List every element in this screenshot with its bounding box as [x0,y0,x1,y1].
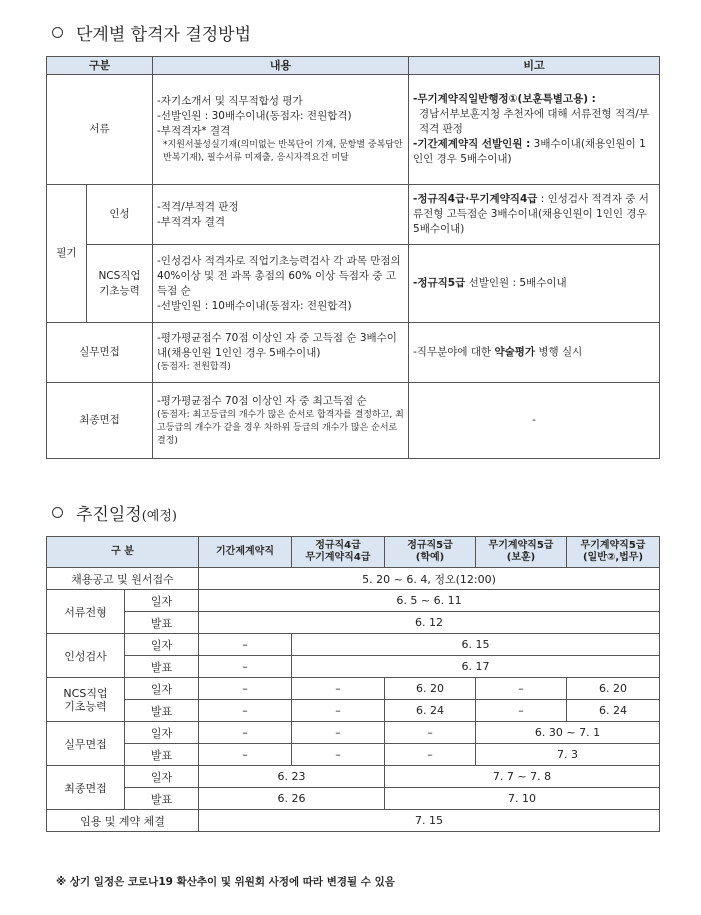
schedule-row-personality-announce: 발표 – 6. 17 [47,656,660,678]
ncs-content: -인성검사 적격자로 직업기초능력검사 각 과목 만점의 40%이상 및 전 과목 총점의 60% 이상 득점자 중 고득점 순 -선발인원 : 10배수이내(동점자: 전원합격) [153,245,409,323]
schedule-row-ncs-date: NCS직업 기초능력 일자 – – 6. 20 – 6. 20 [47,678,660,700]
header-remark: 비고 [409,57,660,75]
section1-heading [52,20,251,45]
schedule-header-c5: 무기계약직5급 (일반②,법무) [567,537,660,568]
schedule-header-row [47,537,660,568]
schedule-header-c2: 정규직4급 무기계약직4급 [292,537,385,568]
row-label-practical: 실무면접 [47,323,153,383]
footnote: ※ 상기 일정은 코로나19 확산추이 및 위원회 사정에 따라 변경될 수 있음 [56,876,395,888]
schedule-row-final-date: 최종면접 일자 6. 23 7. 7 ~ 7. 8 [47,766,660,788]
table-row-ncs [47,245,660,323]
section2-title: 추진일정 [76,505,142,525]
ncs-remark: -정규직5급 선발인원 : 5배수이내 [409,245,660,323]
section2-title-suffix: (예정) [141,509,177,524]
personality-content: -적격/부적격 판정 -부적격자 결격 [153,185,409,245]
section1-title: 단계별 합격자 결정방법 [76,25,252,45]
final-content: -평가평균점수 70점 이상인 자 중 최고득점 순 (동점자: 최고등급의 개수가 많은 순서로 합격자를 결정하고, 최고등급의 개수가 같을 경우 차하위 등급의 개수가 많은 순서로 결정) [153,383,409,459]
table-row-final [47,383,660,459]
table-row-practical [47,323,660,383]
header-category: 구분 [47,57,153,75]
row-label-written: 필기 [47,185,87,323]
table-row-document [47,75,660,185]
row-label-final: 최종면접 [47,383,153,459]
header-content: 내용 [153,57,409,75]
selection-method-table [46,56,660,459]
schedule-header-c3: 정규직5급 (학예) [385,537,476,568]
table-header-row [47,57,660,75]
personality-remark: -정규직4급·무기계약직4급 : 인성검사 적격자 중 서류전형 고득점순 3배수이내(채용인원이 1인인 경우 5배수이내) [409,185,660,245]
schedule-header-category: 구 분 [47,537,199,568]
schedule-row-practical-date: 실무면접 일자 – – – 6. 30 ~ 7. 1 [47,722,660,744]
document-remark: -무기계약직일반행정①(보훈특별고용) : 경남서부보훈지청 추천자에 대해 서류전형 적격/부적격 판정 -기간제계약직 선발인원 : 3배수이내(채용인원이 1인인 경우 5배수이내) [409,75,660,185]
document-content-note: *지원서불성실기재(의미없는 반복단어 기재, 문항별 중복답안 반복기재), 필수서류 미제출, 응시자격요건 미달 [163,140,403,163]
schedule-row-document-date: 서류전형 일자 6. 5 ~ 6. 11 [47,590,660,612]
schedule-row-document-announce: 발표 6. 12 [47,612,660,634]
schedule-header-c4: 무기계약직5급 (보훈) [476,537,567,568]
schedule-row-ncs-announce: 발표 – – 6. 24 – 6. 24 [47,700,660,722]
schedule-row-announcement: 채용공고 및 원서접수 5. 20 ~ 6. 4, 정오(12:00) [47,568,660,590]
schedule-header-c1: 기간제계약직 [199,537,292,568]
row-label-personality: 인성 [87,185,153,245]
schedule-row-contract: 임용 및 계약 체결 7. 15 [47,810,660,832]
row-label-ncs: NCS직업 기초능력 [87,245,153,323]
schedule-row-personality-date: 인성검사 일자 – 6. 15 [47,634,660,656]
document-content: -자기소개서 및 직무적합성 평가 -선발인원 : 30배수이내(동점자: 전원합격) -부적격자* 결격 *지원서불성실기재(의미없는 반복단어 기재, 문항별 중복답안 반복기재), 필수서류 미제출, 응시자격요건 미달 [153,75,409,185]
row-label-document: 서류 [47,75,153,185]
practical-content: -평가평균점수 70점 이상인 자 중 고득점 순 3배수이내(채용인원 1인인 경우 5배수이내) (동점자: 전원합격) [153,323,409,383]
circle-bullet-icon [52,27,63,38]
schedule-row-final-announce: 발표 6. 26 7. 10 [47,788,660,810]
circle-bullet-icon [52,507,63,518]
schedule-table [46,536,660,832]
practical-remark: -직무분야에 대한 약술평가 병행 실시 [409,323,660,383]
final-remark: - [409,383,660,459]
table-row-personality [47,185,660,245]
schedule-row-practical-announce: 발표 – – – 7. 3 [47,744,660,766]
section2-heading [52,500,177,525]
